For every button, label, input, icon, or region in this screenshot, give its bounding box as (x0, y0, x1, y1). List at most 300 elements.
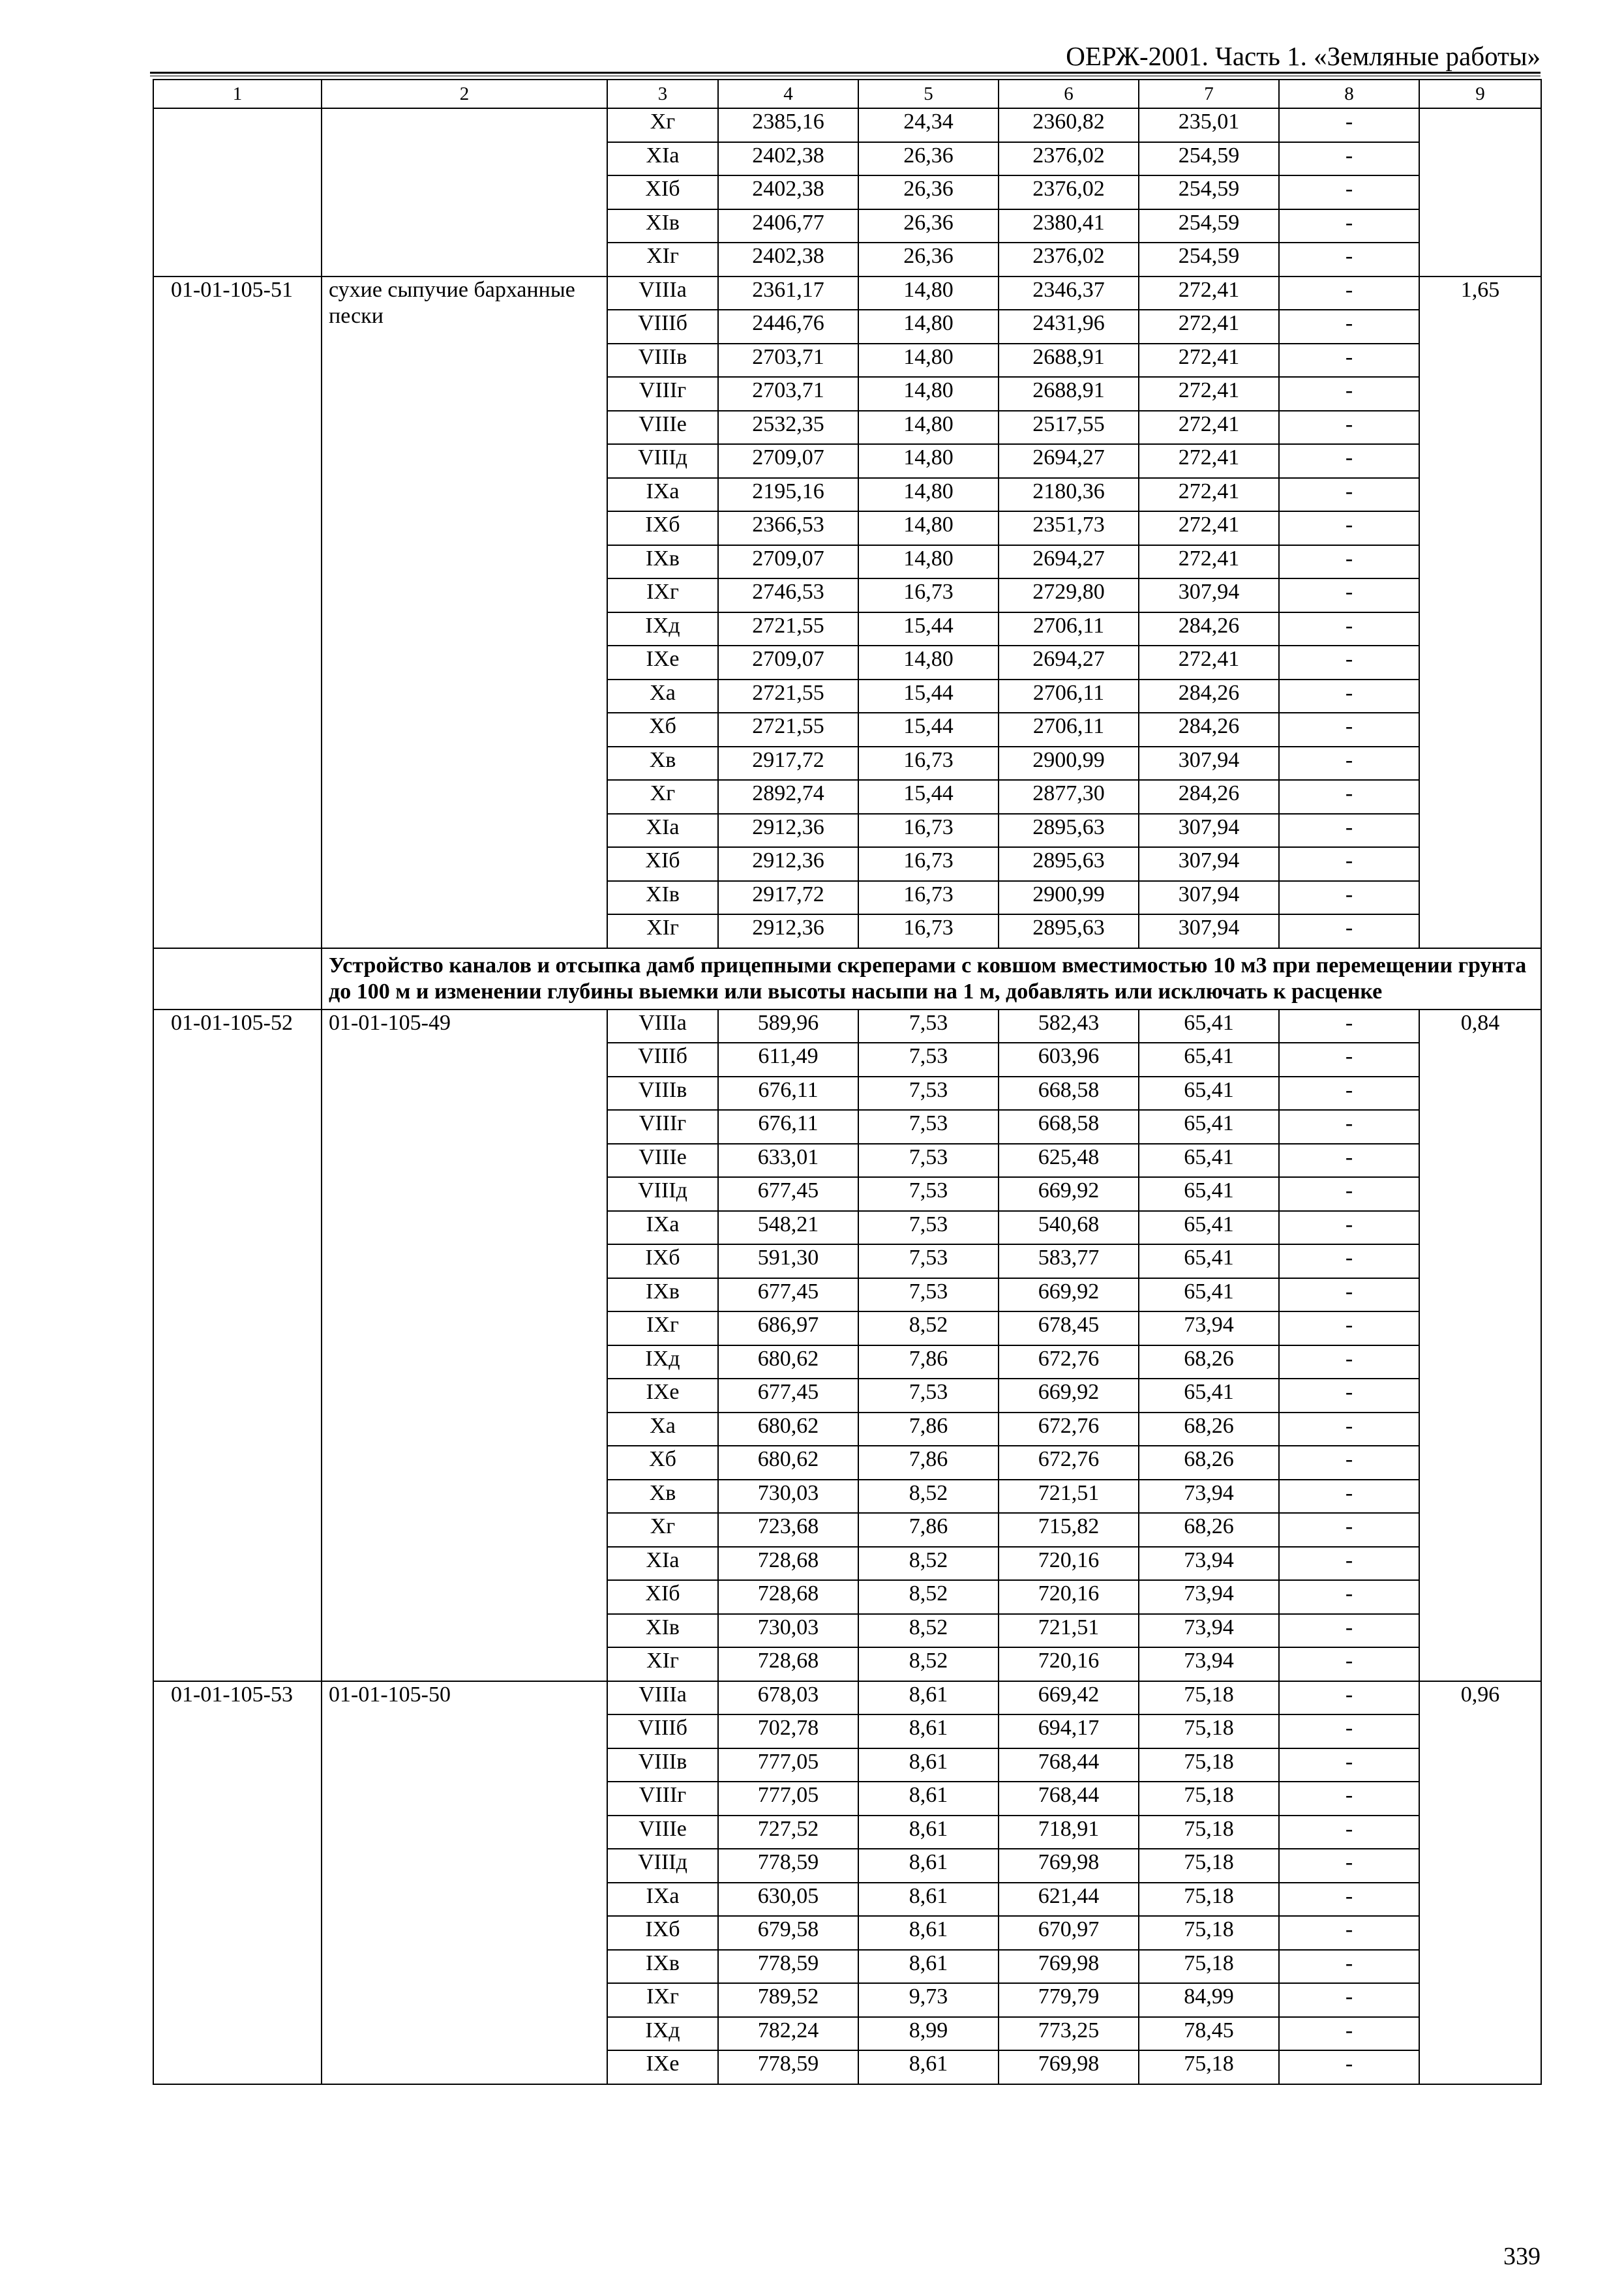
table-cell: VIIIг (607, 1782, 718, 1816)
table-cell: - (1279, 612, 1419, 646)
table-cell: - (1279, 1278, 1419, 1312)
table-cell: XIб (607, 847, 718, 881)
table-cell: - (1279, 545, 1419, 579)
table-cell: 768,44 (999, 1782, 1139, 1816)
table-cell: 284,26 (1139, 612, 1279, 646)
rate-coefficient: 0,96 (1419, 1681, 1541, 2084)
table-cell: - (1279, 1950, 1419, 1984)
table-cell: 676,11 (718, 1110, 858, 1144)
table-cell: 2380,41 (999, 209, 1139, 243)
table-cell: 14,80 (858, 344, 999, 378)
table-cell: 676,11 (718, 1077, 858, 1111)
table-cell: 7,53 (858, 1278, 999, 1312)
table-cell: 8,52 (858, 1614, 999, 1648)
table-cell: 78,45 (1139, 2017, 1279, 2051)
table-cell: 84,99 (1139, 1983, 1279, 2017)
table-cell: IXг (607, 578, 718, 612)
table-cell: 73,94 (1139, 1580, 1279, 1614)
table-cell: - (1279, 209, 1419, 243)
table-cell: - (1279, 1513, 1419, 1547)
table-cell: - (1279, 1681, 1419, 1715)
table-cell: 65,41 (1139, 1177, 1279, 1211)
table-cell: 75,18 (1139, 1816, 1279, 1849)
table-cell: 702,78 (718, 1714, 858, 1748)
table-cell: Xа (607, 680, 718, 713)
table-cell: - (1279, 175, 1419, 209)
table-cell: 728,68 (718, 1547, 858, 1581)
table-cell: 8,52 (858, 1311, 999, 1345)
rate-coefficient (1419, 108, 1541, 277)
table-cell: 789,52 (718, 1983, 858, 2017)
table-row (153, 1681, 1541, 1715)
table-cell: 2376,02 (999, 175, 1139, 209)
table-cell: 2366,53 (718, 511, 858, 545)
table-cell: 630,05 (718, 1883, 858, 1917)
table-cell: 272,41 (1139, 444, 1279, 478)
table-cell: 75,18 (1139, 1916, 1279, 1950)
table-cell: XIг (607, 243, 718, 277)
table-cell: 677,45 (718, 1278, 858, 1312)
table-cell: 8,61 (858, 1849, 999, 1883)
table-cell: 75,18 (1139, 1782, 1279, 1816)
table-cell: XIа (607, 142, 718, 176)
table-cell: IXе (607, 1379, 718, 1413)
table-cell: 15,44 (858, 780, 999, 814)
table-cell: 254,59 (1139, 243, 1279, 277)
table-cell: 15,44 (858, 612, 999, 646)
table-cell: Xв (607, 747, 718, 781)
table-cell: 16,73 (858, 847, 999, 881)
table-cell: 254,59 (1139, 209, 1279, 243)
column-number: 6 (999, 80, 1139, 108)
table-cell: 65,41 (1139, 1110, 1279, 1144)
table-cell: 65,41 (1139, 1010, 1279, 1043)
table-cell: - (1279, 108, 1419, 142)
table-cell: - (1279, 1849, 1419, 1883)
rate-coefficient: 0,84 (1419, 1010, 1541, 1681)
table-cell: 68,26 (1139, 1513, 1279, 1547)
table-cell: 73,94 (1139, 1547, 1279, 1581)
table-cell: - (1279, 1077, 1419, 1111)
table-cell: 272,41 (1139, 545, 1279, 579)
table-cell: 721,51 (999, 1614, 1139, 1648)
table-cell: 65,41 (1139, 1144, 1279, 1178)
rate-code: 01-01-105-52 (153, 1010, 322, 1681)
table-cell: - (1279, 344, 1419, 378)
table-cell: - (1279, 377, 1419, 411)
column-number: 8 (1279, 80, 1419, 108)
table-cell: VIIIа (607, 1010, 718, 1043)
header-rule (150, 72, 1541, 74)
table-cell: 773,25 (999, 2017, 1139, 2051)
table-cell: IXб (607, 1916, 718, 1950)
table-cell: - (1279, 1110, 1419, 1144)
table-cell: Xг (607, 780, 718, 814)
table-cell: 14,80 (858, 444, 999, 478)
table-cell: - (1279, 142, 1419, 176)
table-cell: 73,94 (1139, 1480, 1279, 1514)
table-cell: 2376,02 (999, 142, 1139, 176)
table-cell: - (1279, 1480, 1419, 1514)
table-cell: 272,41 (1139, 478, 1279, 512)
table-cell: - (1279, 713, 1419, 747)
table-cell: 307,94 (1139, 847, 1279, 881)
table-cell: 307,94 (1139, 814, 1279, 848)
table-cell: VIIIд (607, 444, 718, 478)
table-cell: Xг (607, 1513, 718, 1547)
table-cell: 548,21 (718, 1211, 858, 1245)
table-cell: 284,26 (1139, 680, 1279, 713)
table-cell: IXг (607, 1983, 718, 2017)
table-cell: 769,98 (999, 1950, 1139, 1984)
table-cell: 73,94 (1139, 1311, 1279, 1345)
table-cell: 254,59 (1139, 175, 1279, 209)
table-cell: 779,79 (999, 1983, 1139, 2017)
table-cell: 2709,07 (718, 545, 858, 579)
table-cell: 8,61 (858, 1916, 999, 1950)
table-cell: 26,36 (858, 142, 999, 176)
table-cell: - (1279, 1748, 1419, 1782)
table-cell: 8,61 (858, 1816, 999, 1849)
column-number: 5 (858, 80, 999, 108)
table-cell: 14,80 (858, 646, 999, 680)
table-cell: - (1279, 780, 1419, 814)
table-cell: 672,76 (999, 1446, 1139, 1480)
table-cell: 272,41 (1139, 411, 1279, 445)
table-cell: 678,03 (718, 1681, 858, 1715)
table-cell: VIIIб (607, 1043, 718, 1077)
table-cell: 2912,36 (718, 914, 858, 948)
table-cell: XIб (607, 1580, 718, 1614)
table-cell: 272,41 (1139, 646, 1279, 680)
table-cell: - (1279, 411, 1419, 445)
table-cell: 2703,71 (718, 344, 858, 378)
table-cell: 65,41 (1139, 1043, 1279, 1077)
table-cell: 16,73 (858, 814, 999, 848)
table-cell: - (1279, 847, 1419, 881)
table-cell: - (1279, 747, 1419, 781)
table-cell: 677,45 (718, 1379, 858, 1413)
table-cell: XIа (607, 814, 718, 848)
table-cell: 769,98 (999, 2050, 1139, 2084)
table-cell: 2446,76 (718, 310, 858, 344)
table-cell: 680,62 (718, 1413, 858, 1446)
table-cell: 65,41 (1139, 1077, 1279, 1111)
table-cell: VIIIа (607, 1681, 718, 1715)
table-cell: 7,53 (858, 1043, 999, 1077)
table-cell: Xа (607, 1413, 718, 1446)
table-cell: 8,52 (858, 1480, 999, 1514)
table-cell: VIIIв (607, 344, 718, 378)
table-cell: IXе (607, 2050, 718, 2084)
table-cell: 2517,55 (999, 411, 1139, 445)
table-cell: 2361,17 (718, 277, 858, 310)
table-cell: 307,94 (1139, 881, 1279, 915)
table-cell: - (1279, 1647, 1419, 1681)
table-cell: 611,49 (718, 1043, 858, 1077)
table-cell: - (1279, 1883, 1419, 1917)
table-cell: 2402,38 (718, 243, 858, 277)
table-cell: - (1279, 1043, 1419, 1077)
table-cell: Xв (607, 1480, 718, 1514)
table-cell: 777,05 (718, 1748, 858, 1782)
table-cell: VIIIб (607, 1714, 718, 1748)
table-cell: 14,80 (858, 478, 999, 512)
table-cell: 2895,63 (999, 847, 1139, 881)
table-cell: IXе (607, 646, 718, 680)
table-cell: 14,80 (858, 411, 999, 445)
table-row (153, 277, 1541, 310)
table-cell: 2892,74 (718, 780, 858, 814)
table-cell: 633,01 (718, 1144, 858, 1178)
table-cell: 24,34 (858, 108, 999, 142)
table-cell: 2895,63 (999, 814, 1139, 848)
table-cell: 16,73 (858, 914, 999, 948)
table-cell: 8,99 (858, 2017, 999, 2051)
table-cell: 669,42 (999, 1681, 1139, 1715)
table-cell: 284,26 (1139, 713, 1279, 747)
table-cell: 2721,55 (718, 713, 858, 747)
table-cell: 15,44 (858, 713, 999, 747)
table-cell: 14,80 (858, 545, 999, 579)
table-cell: IXд (607, 1345, 718, 1379)
table-cell: - (1279, 814, 1419, 848)
table-cell: 8,61 (858, 1748, 999, 1782)
table-cell: VIIIе (607, 411, 718, 445)
table-cell: IXв (607, 1950, 718, 1984)
table-cell: 669,92 (999, 1379, 1139, 1413)
column-number: 7 (1139, 80, 1279, 108)
table-cell: 730,03 (718, 1480, 858, 1514)
table-cell: - (1279, 680, 1419, 713)
table-cell: Xб (607, 1446, 718, 1480)
rate-description: 01-01-105-50 (322, 1681, 607, 2084)
table-cell: 7,86 (858, 1446, 999, 1480)
table-cell: 625,48 (999, 1144, 1139, 1178)
table-cell: 307,94 (1139, 578, 1279, 612)
table-cell: 2706,11 (999, 680, 1139, 713)
table-cell: 2532,35 (718, 411, 858, 445)
table-cell: 7,53 (858, 1144, 999, 1178)
table-cell: IXа (607, 1211, 718, 1245)
column-number: 1 (153, 80, 322, 108)
table-cell: 7,53 (858, 1244, 999, 1278)
table-cell: - (1279, 1714, 1419, 1748)
table-cell: 2706,11 (999, 612, 1139, 646)
table-cell: 679,58 (718, 1916, 858, 1950)
table-cell: VIIIв (607, 1748, 718, 1782)
table-cell: 14,80 (858, 377, 999, 411)
table-cell: - (1279, 1547, 1419, 1581)
table-cell: 778,59 (718, 2050, 858, 2084)
rate-code: 01-01-105-51 (153, 277, 322, 948)
table-cell: 7,86 (858, 1413, 999, 1446)
table-cell: 272,41 (1139, 511, 1279, 545)
table-cell: 2694,27 (999, 545, 1139, 579)
table-cell: IXв (607, 1278, 718, 1312)
table-cell: VIIIд (607, 1849, 718, 1883)
table-cell: 26,36 (858, 243, 999, 277)
table-cell: - (1279, 1345, 1419, 1379)
table-cell: Xг (607, 108, 718, 142)
table-cell: - (1279, 277, 1419, 310)
table-cell: 728,68 (718, 1580, 858, 1614)
table-cell: 75,18 (1139, 1714, 1279, 1748)
table-cell: 2746,53 (718, 578, 858, 612)
table-cell: 307,94 (1139, 914, 1279, 948)
table-cell: 7,53 (858, 1379, 999, 1413)
table-cell: 669,92 (999, 1177, 1139, 1211)
rate-description: сухие сыпучие барханные пески (322, 277, 607, 948)
table-cell: XIв (607, 209, 718, 243)
table-cell: 7,86 (858, 1513, 999, 1547)
table-cell: 680,62 (718, 1446, 858, 1480)
table-cell: - (1279, 1614, 1419, 1648)
page-number: 339 (1503, 2243, 1541, 2270)
table-cell: 2900,99 (999, 881, 1139, 915)
table-cell: 2900,99 (999, 747, 1139, 781)
table-cell: 583,77 (999, 1244, 1139, 1278)
table-cell: 2360,82 (999, 108, 1139, 142)
table-cell: 2706,11 (999, 713, 1139, 747)
table-cell: 723,68 (718, 1513, 858, 1547)
table-cell: 669,92 (999, 1278, 1139, 1312)
table-cell: 15,44 (858, 680, 999, 713)
table-cell: - (1279, 1816, 1419, 1849)
table-cell: 2703,71 (718, 377, 858, 411)
table-cell: 272,41 (1139, 377, 1279, 411)
rate-description (322, 108, 607, 277)
table-cell: 272,41 (1139, 310, 1279, 344)
table-cell: - (1279, 1413, 1419, 1446)
table-cell: 2431,96 (999, 310, 1139, 344)
table-cell: IXа (607, 1883, 718, 1917)
table-cell: 2912,36 (718, 847, 858, 881)
table-cell: - (1279, 1311, 1419, 1345)
table-cell: 2912,36 (718, 814, 858, 848)
table-cell: 68,26 (1139, 1446, 1279, 1480)
table-cell: 73,94 (1139, 1614, 1279, 1648)
table-cell: 777,05 (718, 1782, 858, 1816)
table-cell: 769,98 (999, 1849, 1139, 1883)
table-cell: 75,18 (1139, 1883, 1279, 1917)
rate-code: 01-01-105-53 (153, 1681, 322, 2084)
table-cell: 284,26 (1139, 780, 1279, 814)
table-cell: XIв (607, 881, 718, 915)
table-cell: - (1279, 1244, 1419, 1278)
table-cell: 16,73 (858, 881, 999, 915)
section-empty-cell (153, 948, 322, 1010)
table-cell: 2721,55 (718, 680, 858, 713)
table-cell: - (1279, 881, 1419, 915)
table-cell: 7,53 (858, 1211, 999, 1245)
table-cell: 720,16 (999, 1580, 1139, 1614)
table-cell: 235,01 (1139, 108, 1279, 142)
table-cell: 2180,36 (999, 478, 1139, 512)
table-cell: 14,80 (858, 277, 999, 310)
table-cell: 2729,80 (999, 578, 1139, 612)
table-cell: 720,16 (999, 1547, 1139, 1581)
column-number: 4 (718, 80, 858, 108)
table-cell: IXд (607, 2017, 718, 2051)
table-cell: 694,17 (999, 1714, 1139, 1748)
table-cell: 16,73 (858, 747, 999, 781)
table-cell: 68,26 (1139, 1413, 1279, 1446)
table-cell: 75,18 (1139, 2050, 1279, 2084)
page-header-title: ОЕРЖ-2001. Часть 1. «Земляные работы» (1066, 41, 1541, 71)
table-cell: 540,68 (999, 1211, 1139, 1245)
table-cell: IXб (607, 1244, 718, 1278)
table-cell: IXг (607, 1311, 718, 1345)
table-cell: 2694,27 (999, 444, 1139, 478)
table-cell: - (1279, 1211, 1419, 1245)
table-cell: 2376,02 (999, 243, 1139, 277)
table-cell: 720,16 (999, 1647, 1139, 1681)
table-cell: 8,52 (858, 1547, 999, 1581)
table-cell: 75,18 (1139, 1681, 1279, 1715)
table-cell: 2895,63 (999, 914, 1139, 948)
table-cell: 65,41 (1139, 1244, 1279, 1278)
table-cell: 2877,30 (999, 780, 1139, 814)
table-cell: 686,97 (718, 1311, 858, 1345)
table-cell: 65,41 (1139, 1211, 1279, 1245)
table-cell: 2195,16 (718, 478, 858, 512)
table-cell: 2917,72 (718, 881, 858, 915)
table-cell: IXв (607, 545, 718, 579)
table-cell: - (1279, 511, 1419, 545)
table-cell: IXд (607, 612, 718, 646)
table-cell: - (1279, 1010, 1419, 1043)
rate-code (153, 108, 322, 277)
table-cell: 678,45 (999, 1311, 1139, 1345)
section-title: Устройство каналов и отсыпка дамб прицепными скреперами с ковшом вместимостью 10 м3 при перемещении грунта до 100 м и изменении глубины выемки или высоты насыпи на 1 м, добавлять или исключать к расценке (322, 948, 1541, 1010)
table-cell: 7,53 (858, 1010, 999, 1043)
table-cell: 680,62 (718, 1345, 858, 1379)
table-cell: XIг (607, 1647, 718, 1681)
table-cell: - (1279, 444, 1419, 478)
table-cell: IXа (607, 478, 718, 512)
table-cell: - (1279, 1446, 1419, 1480)
table-cell: 26,36 (858, 175, 999, 209)
table-cell: XIг (607, 914, 718, 948)
table-cell: VIIIа (607, 277, 718, 310)
table-cell: 68,26 (1139, 1345, 1279, 1379)
section-title-row (153, 948, 1541, 1010)
table-cell: 8,61 (858, 1782, 999, 1816)
table-cell: XIв (607, 1614, 718, 1648)
table-cell: 621,44 (999, 1883, 1139, 1917)
table-cell: 672,76 (999, 1345, 1139, 1379)
column-number: 9 (1419, 80, 1541, 108)
table-cell: IXб (607, 511, 718, 545)
table-cell: VIIIв (607, 1077, 718, 1111)
table-cell: 8,61 (858, 1681, 999, 1715)
table-cell: 778,59 (718, 1950, 858, 1984)
table-cell: 75,18 (1139, 1748, 1279, 1782)
table-cell: 589,96 (718, 1010, 858, 1043)
table-cell: 2709,07 (718, 646, 858, 680)
table-cell: XIб (607, 175, 718, 209)
table-cell: - (1279, 478, 1419, 512)
table-cell: 728,68 (718, 1647, 858, 1681)
table-cell: 254,59 (1139, 142, 1279, 176)
table-cell: 2406,77 (718, 209, 858, 243)
table-cell: 2709,07 (718, 444, 858, 478)
table-cell: 9,73 (858, 1983, 999, 2017)
table-cell: 2351,73 (999, 511, 1139, 545)
table-cell: 668,58 (999, 1110, 1139, 1144)
table-cell: - (1279, 646, 1419, 680)
